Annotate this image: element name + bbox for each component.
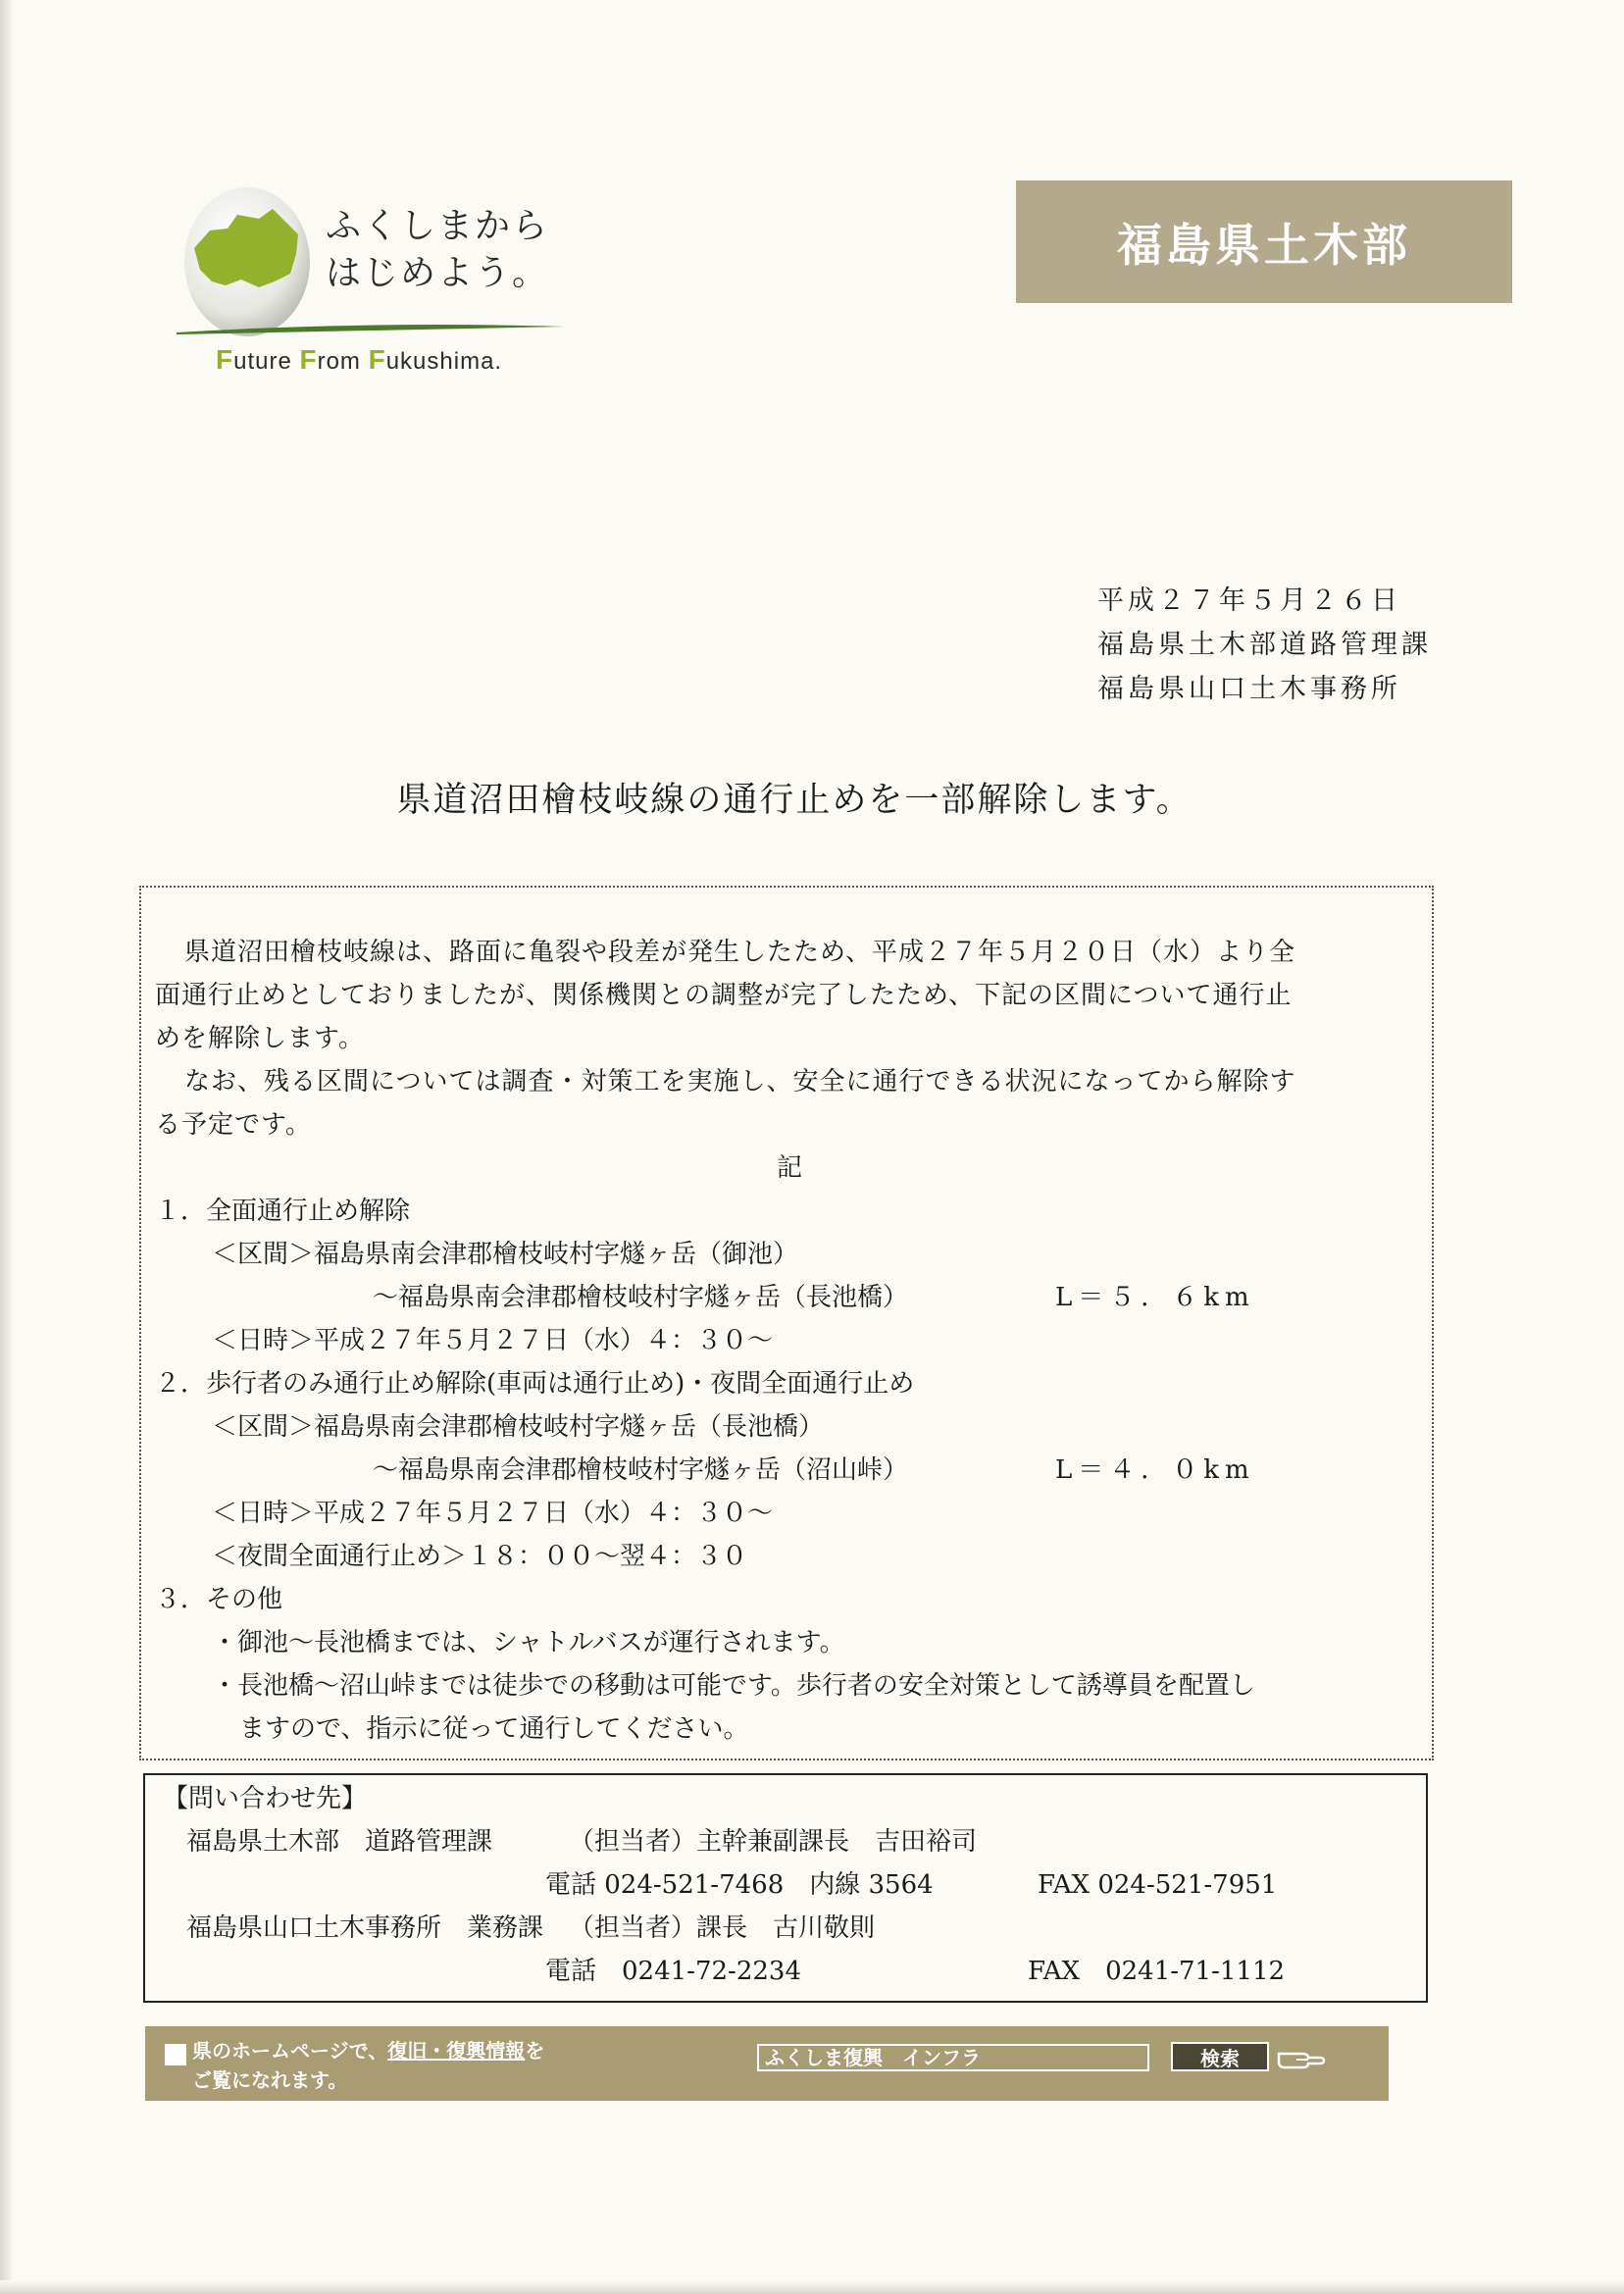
body-line: なお、残る区間については調査・対策工を実施し、安全に通行できる状況になってから解除す	[184, 1067, 1296, 1096]
section-detail: ～福島県南会津郡檜枝岐村字燧ヶ岳（長池橋）	[373, 1283, 909, 1312]
contact-tel: 電話 024-521-7468 内線 3564	[545, 1870, 934, 1900]
search-banner	[145, 2026, 1389, 2101]
section-heading: １．全面通行止め解除	[155, 1197, 411, 1226]
square-bullet-icon	[165, 2044, 186, 2065]
page-edge	[0, 0, 14, 2294]
section-heading: ３．その他	[155, 1585, 283, 1614]
section-heading: ２．歩行者のみ通行止め解除(車両は通行止め)・夜間全面通行止め	[155, 1369, 915, 1399]
brand-swoosh	[175, 319, 567, 338]
sender-org: 福島県土木部道路管理課	[1097, 630, 1432, 660]
banner-message	[192, 2036, 544, 2095]
section-detail: ＜夜間全面通行止め＞１８：００～翌４：３０	[212, 1542, 748, 1571]
section-detail: ＜区間＞福島県南会津郡檜枝岐村字燧ヶ岳（御池）	[212, 1240, 799, 1269]
sender-block	[1097, 579, 1432, 711]
contact-fax: FAX 0241-71-1112	[1028, 1957, 1286, 1986]
search-input[interactable]: ふくしま復興 インフラ	[757, 2044, 1149, 2071]
bullet-item: ますので、指示に従って通行してください。	[239, 1714, 749, 1744]
banner-text: 県のホームページで、	[192, 2039, 388, 2063]
section-detail: ＜日時＞平成２７年５月２７日（水）４：３０～	[212, 1326, 774, 1355]
section-length: L＝４．０km	[1055, 1455, 1255, 1485]
department-plate: 福島県土木部	[1016, 180, 1512, 303]
contact-heading: 【問い合わせ先】	[163, 1784, 368, 1813]
contact-tel: 電話 0241-72-2234	[545, 1957, 801, 1986]
section-length: L＝５．６km	[1055, 1283, 1255, 1312]
contact-fax: FAX 024-521-7951	[1038, 1870, 1278, 1900]
contact-org: 福島県山口土木事務所 業務課	[186, 1913, 544, 1943]
notice-box	[139, 886, 1434, 1760]
section-detail: ～福島県南会津郡檜枝岐村字燧ヶ岳（沼山峠）	[373, 1455, 909, 1485]
section-detail: ＜区間＞福島県南会津郡檜枝岐村字燧ヶ岳（長池橋）	[212, 1412, 825, 1442]
bullet-item: ・御池～長池橋までは、シャトルバスが運行されます。	[212, 1628, 845, 1657]
logo-slogan	[326, 203, 549, 297]
body-line: めを解除します。	[155, 1024, 365, 1053]
contact-person: （担当者）課長 古川敬則	[569, 1913, 876, 1943]
banner-text: ご覧になれます。	[192, 2068, 348, 2092]
bullet-item: ・長池橋～沼山峠までは徒歩での移動は可能です。歩行者の安全対策として誘導員を配置し	[212, 1671, 1255, 1701]
slogan-line: はじめよう。	[326, 253, 550, 293]
sender-org: 福島県山口土木事務所	[1097, 674, 1401, 704]
slogan-line: ふくしまから	[326, 206, 550, 246]
body-line: 県道沼田檜枝岐線は、路面に亀裂や段差が発生したため、平成２７年５月２０日（水）より全	[184, 938, 1295, 967]
banner-text: を	[525, 2039, 545, 2063]
body-line: 面通行止めとしておりましたが、関係機関との調整が完了したため、下記の区間について通行止	[155, 981, 1293, 1010]
banner-link-text: 復旧・復興情報	[387, 2039, 526, 2063]
logo-tagline	[216, 344, 502, 376]
pointing-hand-icon	[1275, 2040, 1326, 2073]
ki-mark: 記	[777, 1153, 803, 1183]
section-detail: ＜日時＞平成２７年５月２７日（水）４：３０～	[212, 1499, 774, 1528]
contact-org: 福島県土木部 道路管理課	[186, 1827, 493, 1857]
page-edge	[0, 2280, 1624, 2294]
tagline-initial: F	[299, 344, 318, 375]
tagline-word: uture	[233, 348, 300, 375]
issue-date: 平成２７年５月２６日	[1097, 586, 1401, 616]
contact-person: （担当者）主幹兼副課長 吉田裕司	[569, 1827, 978, 1857]
fukushima-logo	[167, 162, 598, 387]
contact-box	[143, 1773, 1428, 2003]
tagline-word: ukushima.	[385, 348, 503, 375]
tagline-word: rom	[317, 348, 369, 375]
tagline-initial: F	[216, 344, 234, 375]
tagline-initial: F	[368, 344, 386, 375]
document-title: 県道沼田檜枝岐線の通行止めを一部解除します。	[396, 781, 1193, 820]
egg-map-icon	[177, 172, 324, 338]
body-line: る予定です。	[155, 1110, 312, 1140]
search-button[interactable]: 検索	[1171, 2042, 1269, 2071]
